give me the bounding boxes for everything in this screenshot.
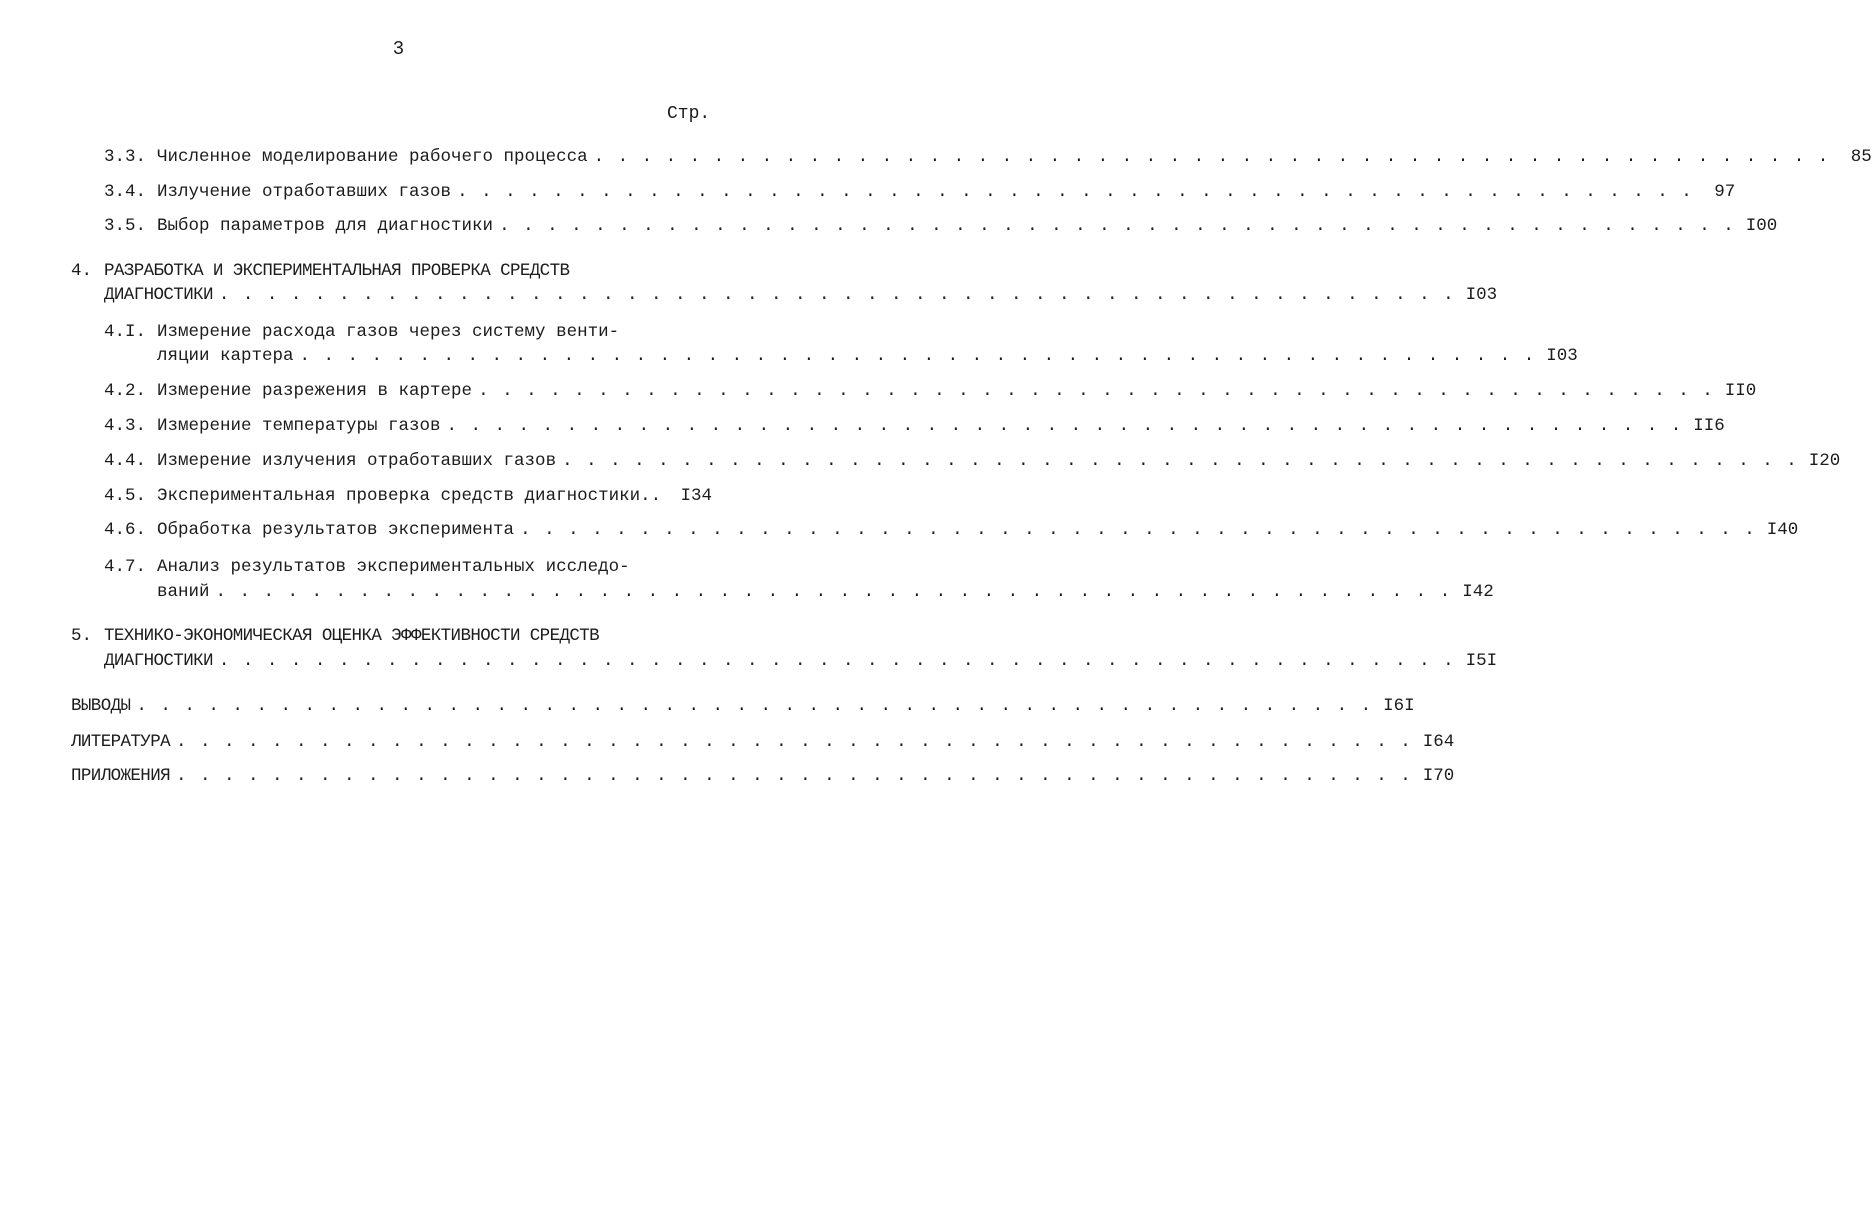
dot-leader: . . . . . . . . . . . . . . . . . . . . . . . . . . . . . . . . . . . . . . . . . . . . . . . . . . . . <box>457 182 1694 202</box>
toc-entry-4-4[interactable] <box>104 449 1841 473</box>
toc-page: I03 <box>1546 346 1578 366</box>
toc-title: РАЗРАБОТКА И ЭКСПЕРИМЕНТАЛЬНАЯ ПРОВЕРКА СРЕДСТВ <box>104 261 570 281</box>
toc-entry-appendices[interactable] <box>71 764 1455 788</box>
toc-number: 4.I. <box>104 322 147 342</box>
toc-page: 85 <box>1850 147 1872 167</box>
toc-number: 3.3. <box>104 147 147 167</box>
toc-entry-4-3[interactable] <box>104 414 1725 438</box>
toc-title: Измерение температуры газов <box>157 416 441 436</box>
toc-entry-3-4[interactable] <box>104 180 1736 204</box>
toc-page: I00 <box>1745 216 1778 236</box>
dot-leader: . . . . . . . . . . . . . . . . . . . . . . . . . . . . . . . . . . . . . . . . . . . . . . . . . . . . <box>215 582 1452 602</box>
toc-title: Измерение разрежения в картере <box>157 381 473 401</box>
dot-leader: . . . . . . . . . . . . . . . . . . . . . . . . . . . . . . . . . . . . . . . . . . . . . . . . . . . . <box>562 451 1799 471</box>
toc-entry-3-5[interactable] <box>104 214 1778 238</box>
toc-title: Излучение отработавших газов <box>157 182 452 202</box>
toc-page: I5I <box>1465 651 1498 671</box>
toc-title: ПРИЛОЖЕНИЯ <box>71 766 171 786</box>
toc-entry-3-3[interactable] <box>104 145 1872 169</box>
toc-title: ляции картера <box>157 346 294 366</box>
toc-entry-4-5[interactable] <box>104 484 712 508</box>
dot-leader: . . . . . . . . . . . . . . . . . . . . . . . . . . . . . . . . . . . . . . . . . . . . . . . . . . . . <box>176 732 1413 752</box>
dot-leader: . . . . . . . . . . . . . . . . . . . . . . . . . . . . . . . . . . . . . . . . . . . . . . . . . . . . <box>218 651 1456 671</box>
toc-page: I6I <box>1383 696 1415 716</box>
dot-leader: . . . . . . . . . . . . . . . . . . . . . . . . . . . . . . . . . . . . . . . . . . . . . . . . . . . . <box>176 766 1413 786</box>
toc-title: Анализ результатов экспериментальных исследо- <box>157 557 630 577</box>
toc-number: 4. <box>71 261 93 281</box>
toc-title: Измерение излучения отработавших газов <box>157 451 557 471</box>
toc-title: Выбор параметров для диагностики <box>157 216 494 236</box>
toc-number: 4.5. <box>104 486 147 506</box>
toc-page: 97 <box>1714 182 1736 202</box>
toc-entry-4-1-line2[interactable] <box>157 344 1578 368</box>
toc-number: 4.3. <box>104 416 147 436</box>
toc-entry-4-line2[interactable] <box>104 283 1498 307</box>
toc-title: ВЫВОДЫ <box>71 696 131 716</box>
toc-page: I70 <box>1422 766 1455 786</box>
toc-title: ТЕХНИКО-ЭКОНОМИЧЕСКАЯ ОЦЕНКА ЭФФЕКТИВНОСТИ СРЕДСТВ <box>104 626 600 646</box>
toc-number: 4.2. <box>104 381 147 401</box>
toc-title: ДИАГНОСТИКИ <box>104 651 213 671</box>
dot-leader: . . . . . . . . . . . . . . . . . . . . . . . . . . . . . . . . . . . . . . . . . . . . . . . . . . . . <box>520 520 1757 540</box>
toc-title: Измерение расхода газов через систему венти- <box>157 322 620 342</box>
toc-page: I20 <box>1808 451 1841 471</box>
page-column-label: Стр. <box>667 104 711 124</box>
dot-leader: . . . . . . . . . . . . . . . . . . . . . . . . . . . . . . . . . . . . . . . . . . . . . . . . . . . . <box>446 416 1683 436</box>
dot-leader: . . . . . . . . . . . . . . . . . . . . . . . . . . . . . . . . . . . . . . . . . . . . . . . . . . . . <box>499 216 1736 236</box>
toc-page: I40 <box>1766 520 1799 540</box>
toc-title: ЛИТЕРАТУРА <box>71 732 171 752</box>
toc-page: I64 <box>1422 732 1455 752</box>
toc-title: Обработка результатов эксперимента <box>157 520 515 540</box>
toc-page: I34 <box>680 486 712 506</box>
toc-title: Экспериментальная проверка средств диагностики.. <box>157 486 662 506</box>
dot-leader: . . . . . . . . . . . . . . . . . . . . . . . . . . . . . . . . . . . . . . . . . . . . . . . . . . . . <box>478 381 1715 401</box>
toc-entry-conclusions[interactable] <box>71 694 1415 718</box>
dot-leader: . . . . . . . . . . . . . . . . . . . . . . . . . . . . . . . . . . . . . . . . . . . . . . . . . . . . <box>218 285 1456 305</box>
toc-entry-literature[interactable] <box>71 730 1455 754</box>
toc-number: 3.5. <box>104 216 147 236</box>
toc-entry-4-2[interactable] <box>104 379 1757 403</box>
toc-number: 3.4. <box>104 182 147 202</box>
toc-number: 5. <box>71 626 93 646</box>
toc-page: II0 <box>1724 381 1757 401</box>
toc-entry-4-6[interactable] <box>104 518 1799 542</box>
toc-page: II6 <box>1693 416 1725 436</box>
toc-title: ДИАГНОСТИКИ <box>104 285 213 305</box>
toc-title: ваний <box>157 582 210 602</box>
dot-leader: . . . . . . . . . . . . . . . . . . . . . . . . . . . . . . . . . . . . . . . . . . . . . . . . . . . . <box>593 147 1830 167</box>
toc-entry-4-7-line2[interactable] <box>157 580 1494 604</box>
toc-title: Численное моделирование рабочего процесса <box>157 147 588 167</box>
toc-entry-5-line1[interactable] <box>71 624 599 648</box>
dot-leader: . . . . . . . . . . . . . . . . . . . . . . . . . . . . . . . . . . . . . . . . . . . . . . . . . . . . <box>136 696 1373 716</box>
toc-number: 4.7. <box>104 557 147 577</box>
toc-page: I03 <box>1465 285 1498 305</box>
dot-leader: . . . . . . . . . . . . . . . . . . . . . . . . . . . . . . . . . . . . . . . . . . . . . . . . . . . . <box>299 346 1536 366</box>
toc-page: I42 <box>1462 582 1494 602</box>
toc-number: 4.4. <box>104 451 147 471</box>
toc-entry-4-line1[interactable] <box>71 259 569 283</box>
toc-number: 4.6. <box>104 520 147 540</box>
page-number: 3 <box>392 38 405 60</box>
toc-entry-4-1-line1[interactable] <box>104 320 619 344</box>
toc-entry-4-7-line1[interactable] <box>104 555 630 579</box>
toc-entry-5-line2[interactable] <box>104 649 1498 673</box>
